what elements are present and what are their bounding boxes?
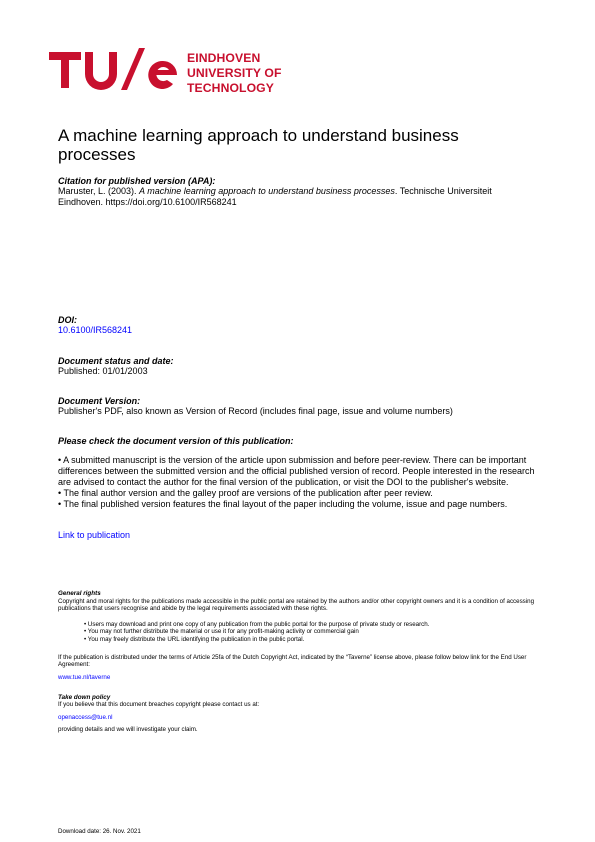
- citation-label: Citation for published version (APA):: [58, 176, 216, 186]
- logo-text-line-2: UNIVERSITY OF: [187, 66, 282, 80]
- rights-bullets: [84, 621, 429, 643]
- doi-link[interactable]: 10.6100/IR568241: [58, 325, 133, 335]
- status-label: Document status and date:: [58, 356, 174, 366]
- rights-text: Copyright and moral rights for the publications made accessible in the public portal are retained by the authors and/or other copyright owners and it is a condition of accessing publications that users recognise and abide by the legal requirements associated with these rights.: [58, 598, 535, 613]
- status-value: Published: 01/01/2003: [58, 366, 148, 376]
- check-paragraph-3: • The final published version features the final layout of the paper including the volume, issue and page numbers.: [58, 499, 508, 509]
- citation-line-2: Eindhoven. https://doi.org/10.6100/IR568241: [58, 197, 237, 207]
- tue-logo: [49, 48, 179, 90]
- takedown-followup: providing details and we will investigate your claim.: [58, 726, 198, 733]
- check-paragraph-2: • The final author version and the galley proof are versions of the publication after peer review.: [58, 488, 433, 498]
- link-to-publication[interactable]: Link to publication: [58, 530, 131, 540]
- doi-label: DOI:: [58, 315, 77, 325]
- rights-bullet-3: • You may freely distribute the URL identifying the publication in the public portal.: [84, 635, 305, 643]
- document-title: A machine learning approach to understand business processes: [58, 126, 459, 164]
- taverne-text: If the publication is distributed under the terms of Article 25fa of the Dutch Copyright Act, indicated by the “Taverne” license above, please follow below link for the End User Agreement:: [58, 654, 527, 669]
- citation-rest: . Technische Universiteit: [394, 186, 492, 196]
- check-paragraph-1: • A submitted manuscript is the version of the article upon submission and before peer-review. There can be important differences between the submitted version and the official published version of record. People interested in the research are advised to contact the author for the final version of the publication, or visit the DOI to the publisher's website.: [58, 455, 535, 487]
- taverne-link[interactable]: www.tue.nl/taverne: [58, 674, 111, 681]
- version-label: Document Version:: [58, 396, 141, 406]
- takedown-label: Take down policy: [58, 694, 111, 701]
- check-paragraphs: [58, 455, 536, 510]
- citation-work-title: A machine learning approach to understand business processes: [139, 186, 395, 196]
- rights-bullet-1: • Users may download and print one copy of any publication from the public portal for the purpose of private study or research.: [84, 621, 430, 628]
- citation-authors: Maruster, L. (2003).: [58, 186, 140, 196]
- rights-label: General rights: [58, 590, 101, 597]
- takedown-text: If you believe that this document breaches copyright please contact us at:: [58, 701, 260, 708]
- tue-logo-mark: [49, 48, 179, 90]
- download-date: Download date: 26. Nov. 2021: [58, 828, 141, 835]
- logo-text-line-3: TECHNOLOGY: [187, 81, 274, 95]
- citation-text: [58, 186, 548, 208]
- takedown-email[interactable]: openaccess@tue.nl: [58, 714, 113, 721]
- logo-text-line-1: EINDHOVEN: [187, 51, 261, 65]
- check-heading: Please check the document version of this publication:: [58, 436, 294, 446]
- rights-bullet-2: • You may not further distribute the material or use it for any profit-making activity or commercial gain: [84, 628, 359, 636]
- version-value: Publisher's PDF, also known as Version of Record (includes final page, issue and volume numbers): [58, 406, 453, 416]
